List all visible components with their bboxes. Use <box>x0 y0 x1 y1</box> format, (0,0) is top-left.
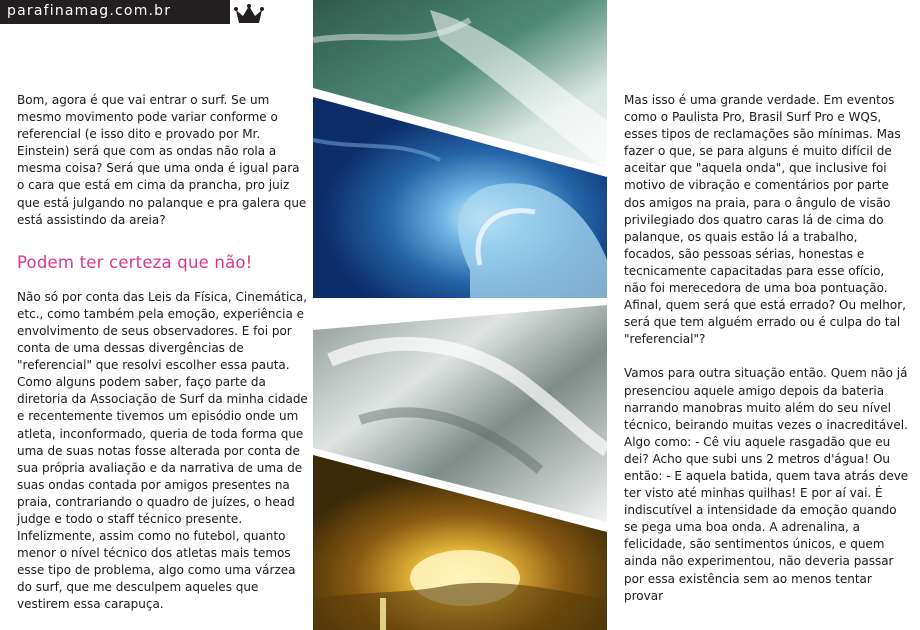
body-paragraph: Não só por conta das Leis da Física, Cinemática, etc., como também pela emoção, experiência e envolvimento de seus observadores. E foi por conta de uma dessas divergências de "referencial" que resolvi escolher essa pauta. Como alguns podem saber, faço parte da diretoria da Associação de Surf da minha cidade e recentemente tivemos um episódio onde um atleta, inconformado, queria de toda forma que uma de suas notas fosse alterada por conta de sua própria avaliação e da narrativa de uma de suas ondas contada por amigos presentes na praia, contrariando o quadro de juízes, o head judge e todo o staff técnico presente. Infelizmente, assim como no futebol, quanto menor o nível técnico dos atletas mais temos esse tipo de problema, algo como uma várzea do surf, que me desculpem aqueles que vestirem essa carapuça. <box>17 289 308 612</box>
right-article-column <box>624 92 910 605</box>
right-paragraph-1: Mas isso é uma grande verdade. Em eventos como o Paulista Pro, Brasil Surf Pro e WQS, esses tipos de reclamações são mínimas. Mas fazer o que, se para alguns é muito difícil de aceitar que "aquela onda", que inclusive foi motivo de vibração e comentários por parte dos amigos na praia, para o ângulo de visão privilegiado dos quatro caras lá de cima do palanque, os quais estão lá a trabalho, focados, são pessoas sérias, honestas e tecnicamente capacitadas para esse ofício, não foi merecedora de uma boa pontuação. Afinal, quem será que está errado? Ou melhor, será que tem alguém errado ou é culpa do tal "referencial"? <box>624 93 906 347</box>
section-subheading: Podem ter certeza que não! <box>17 252 253 272</box>
intro-paragraph: Bom, agora é que vai entrar o surf. Se um mesmo movimento pode variar conforme o referencial (e isso dito e provado por Mr. Einstein) será que com as ondas não rola a mesma coisa? Será que uma onda é igual para o cara que está em cima da prancha, pro juiz que está julgando no palanque e pra galera que está assistindo da areia? <box>17 93 307 227</box>
paragraph-gap <box>624 348 910 365</box>
right-paragraph-2: Vamos para outra situação então. Quem não já presenciou aquele amigo depois da bateria narrando manobras muito além do seu nível técnico, beirando muitas vezes o inacreditável. Algo como: - Cê viu aquele rasgadão que eu dei? Acho que subi uns 2 metros d'água! Ou então: - E aquela batida, quem tava atrás deve ter visto até minhas quilhas! E por aí vai. É indiscutível a intensidade da emoção quando se pega uma boa onda. A adrenalina, a felicidade, são sentimentos únicos, e quem ainda não experimentou, não deveria passar por essa existência sem ao menos tentar provar <box>624 366 909 603</box>
site-url[interactable]: parafinamag.com.br <box>7 3 172 19</box>
left-article-column <box>17 92 309 614</box>
